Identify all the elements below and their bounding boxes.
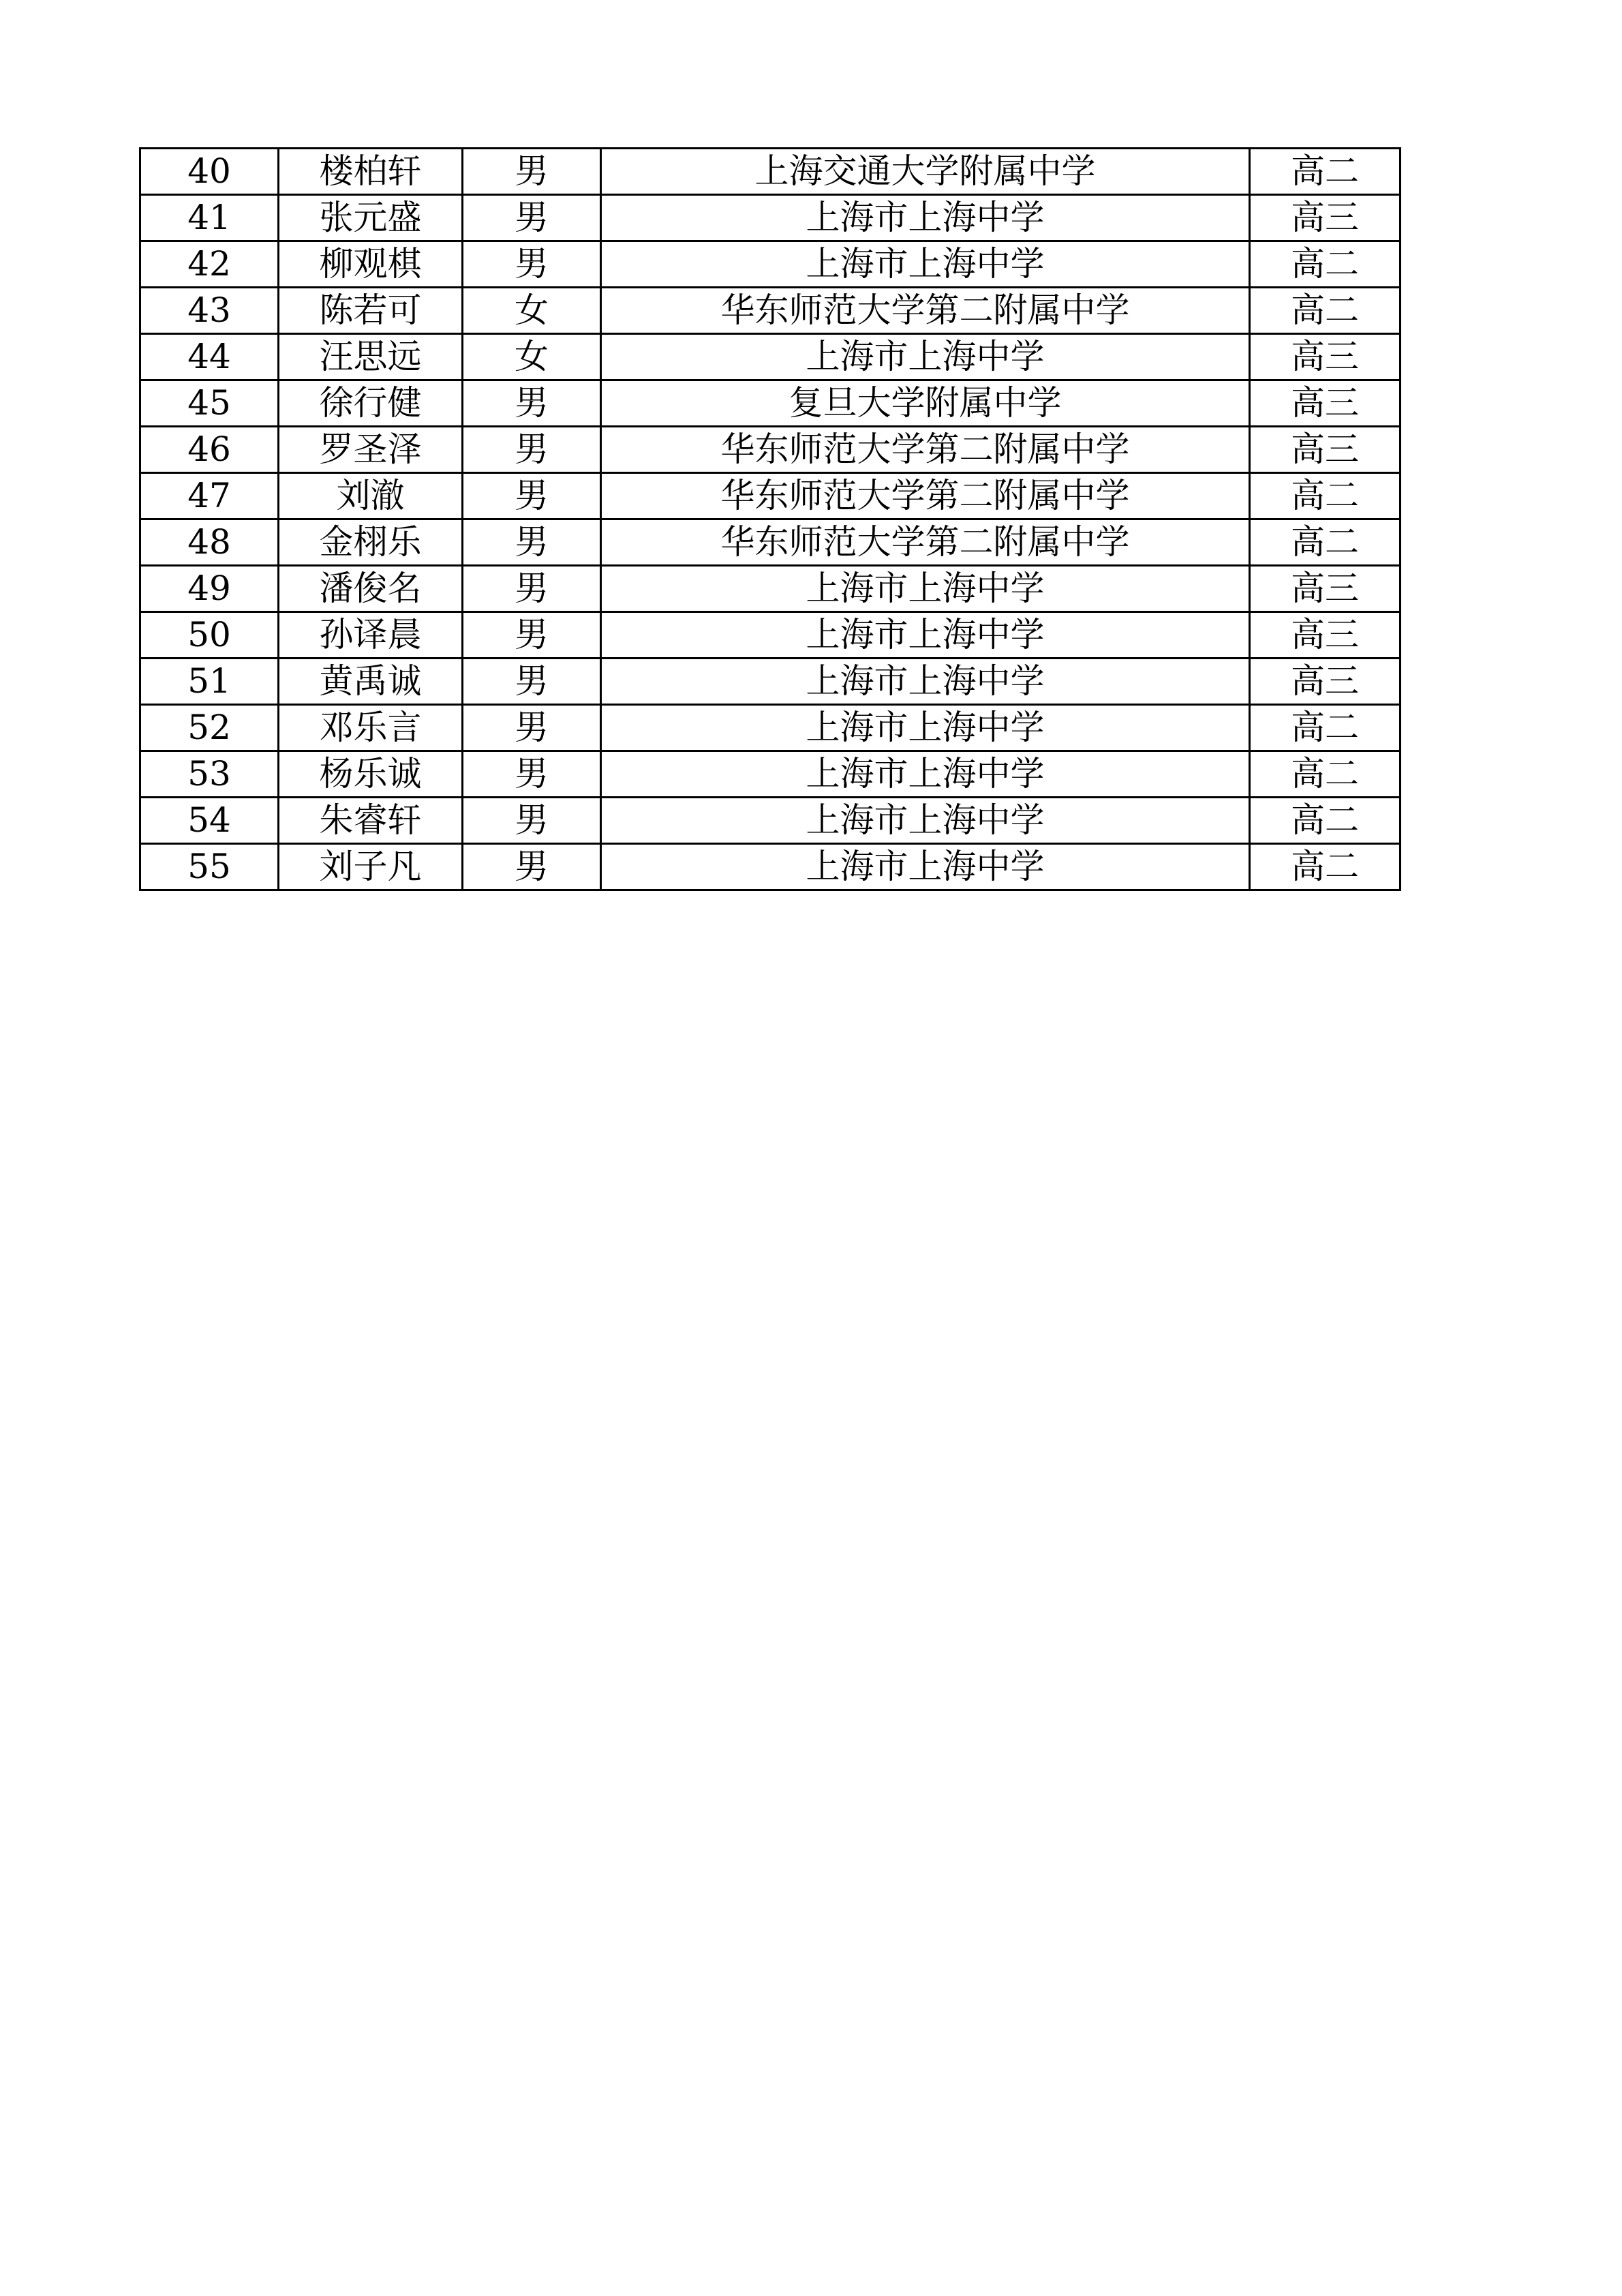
student-name-cell: 罗圣泽 bbox=[279, 427, 463, 473]
roster-table-body bbox=[140, 149, 1401, 890]
row-number-cell: 45 bbox=[140, 380, 279, 427]
gender-cell: 男 bbox=[463, 566, 601, 612]
table-row bbox=[140, 798, 1401, 844]
gender-cell: 男 bbox=[463, 844, 601, 890]
row-number-cell: 55 bbox=[140, 844, 279, 890]
student-name-cell: 陈若可 bbox=[279, 288, 463, 334]
gender-cell: 男 bbox=[463, 798, 601, 844]
school-cell: 上海市上海中学 bbox=[601, 798, 1250, 844]
table-row bbox=[140, 519, 1401, 566]
school-cell: 上海市上海中学 bbox=[601, 566, 1250, 612]
student-name-cell: 邓乐言 bbox=[279, 705, 463, 751]
student-name-cell: 孙译晨 bbox=[279, 612, 463, 659]
gender-cell: 男 bbox=[463, 241, 601, 288]
school-cell: 上海市上海中学 bbox=[601, 334, 1250, 380]
table-row bbox=[140, 844, 1401, 890]
school-cell: 上海市上海中学 bbox=[601, 751, 1250, 798]
table-row bbox=[140, 149, 1401, 195]
table-row bbox=[140, 288, 1401, 334]
school-cell: 上海市上海中学 bbox=[601, 659, 1250, 705]
gender-cell: 女 bbox=[463, 288, 601, 334]
grade-cell: 高二 bbox=[1250, 798, 1401, 844]
row-number-cell: 43 bbox=[140, 288, 279, 334]
table-row bbox=[140, 751, 1401, 798]
row-number-cell: 54 bbox=[140, 798, 279, 844]
student-name-cell: 朱睿轩 bbox=[279, 798, 463, 844]
row-number-cell: 51 bbox=[140, 659, 279, 705]
gender-cell: 男 bbox=[463, 519, 601, 566]
table-row bbox=[140, 334, 1401, 380]
table-row bbox=[140, 241, 1401, 288]
school-cell: 上海市上海中学 bbox=[601, 844, 1250, 890]
row-number-cell: 46 bbox=[140, 427, 279, 473]
grade-cell: 高三 bbox=[1250, 566, 1401, 612]
student-name-cell: 柳观棋 bbox=[279, 241, 463, 288]
gender-cell: 男 bbox=[463, 149, 601, 195]
gender-cell: 女 bbox=[463, 334, 601, 380]
roster-table bbox=[139, 147, 1401, 891]
student-name-cell: 刘澈 bbox=[279, 473, 463, 519]
row-number-cell: 41 bbox=[140, 195, 279, 241]
gender-cell: 男 bbox=[463, 380, 601, 427]
row-number-cell: 49 bbox=[140, 566, 279, 612]
table-row bbox=[140, 427, 1401, 473]
grade-cell: 高二 bbox=[1250, 288, 1401, 334]
table-row bbox=[140, 473, 1401, 519]
row-number-cell: 40 bbox=[140, 149, 279, 195]
school-cell: 华东师范大学第二附属中学 bbox=[601, 427, 1250, 473]
school-cell: 华东师范大学第二附属中学 bbox=[601, 288, 1250, 334]
row-number-cell: 52 bbox=[140, 705, 279, 751]
school-cell: 复旦大学附属中学 bbox=[601, 380, 1250, 427]
grade-cell: 高三 bbox=[1250, 659, 1401, 705]
table-row bbox=[140, 612, 1401, 659]
grade-cell: 高二 bbox=[1250, 751, 1401, 798]
grade-cell: 高三 bbox=[1250, 195, 1401, 241]
student-name-cell: 杨乐诚 bbox=[279, 751, 463, 798]
grade-cell: 高二 bbox=[1250, 519, 1401, 566]
student-name-cell: 楼柏轩 bbox=[279, 149, 463, 195]
school-cell: 上海市上海中学 bbox=[601, 612, 1250, 659]
row-number-cell: 50 bbox=[140, 612, 279, 659]
grade-cell: 高二 bbox=[1250, 149, 1401, 195]
grade-cell: 高三 bbox=[1250, 427, 1401, 473]
gender-cell: 男 bbox=[463, 427, 601, 473]
roster-sheet bbox=[139, 147, 1401, 891]
gender-cell: 男 bbox=[463, 659, 601, 705]
table-row bbox=[140, 705, 1401, 751]
student-name-cell: 汪思远 bbox=[279, 334, 463, 380]
school-cell: 上海交通大学附属中学 bbox=[601, 149, 1250, 195]
table-row bbox=[140, 380, 1401, 427]
gender-cell: 男 bbox=[463, 195, 601, 241]
row-number-cell: 42 bbox=[140, 241, 279, 288]
grade-cell: 高三 bbox=[1250, 334, 1401, 380]
gender-cell: 男 bbox=[463, 705, 601, 751]
table-row bbox=[140, 566, 1401, 612]
school-cell: 华东师范大学第二附属中学 bbox=[601, 473, 1250, 519]
grade-cell: 高三 bbox=[1250, 380, 1401, 427]
student-name-cell: 潘俊名 bbox=[279, 566, 463, 612]
row-number-cell: 53 bbox=[140, 751, 279, 798]
school-cell: 上海市上海中学 bbox=[601, 241, 1250, 288]
student-name-cell: 刘子凡 bbox=[279, 844, 463, 890]
grade-cell: 高三 bbox=[1250, 612, 1401, 659]
gender-cell: 男 bbox=[463, 612, 601, 659]
student-name-cell: 金栩乐 bbox=[279, 519, 463, 566]
gender-cell: 男 bbox=[463, 751, 601, 798]
student-name-cell: 徐行健 bbox=[279, 380, 463, 427]
gender-cell: 男 bbox=[463, 473, 601, 519]
table-row bbox=[140, 195, 1401, 241]
school-cell: 上海市上海中学 bbox=[601, 705, 1250, 751]
student-name-cell: 张元盛 bbox=[279, 195, 463, 241]
row-number-cell: 44 bbox=[140, 334, 279, 380]
grade-cell: 高二 bbox=[1250, 241, 1401, 288]
row-number-cell: 47 bbox=[140, 473, 279, 519]
grade-cell: 高二 bbox=[1250, 473, 1401, 519]
row-number-cell: 48 bbox=[140, 519, 279, 566]
school-cell: 上海市上海中学 bbox=[601, 195, 1250, 241]
table-row bbox=[140, 659, 1401, 705]
school-cell: 华东师范大学第二附属中学 bbox=[601, 519, 1250, 566]
grade-cell: 高二 bbox=[1250, 844, 1401, 890]
student-name-cell: 黄禹诚 bbox=[279, 659, 463, 705]
grade-cell: 高二 bbox=[1250, 705, 1401, 751]
